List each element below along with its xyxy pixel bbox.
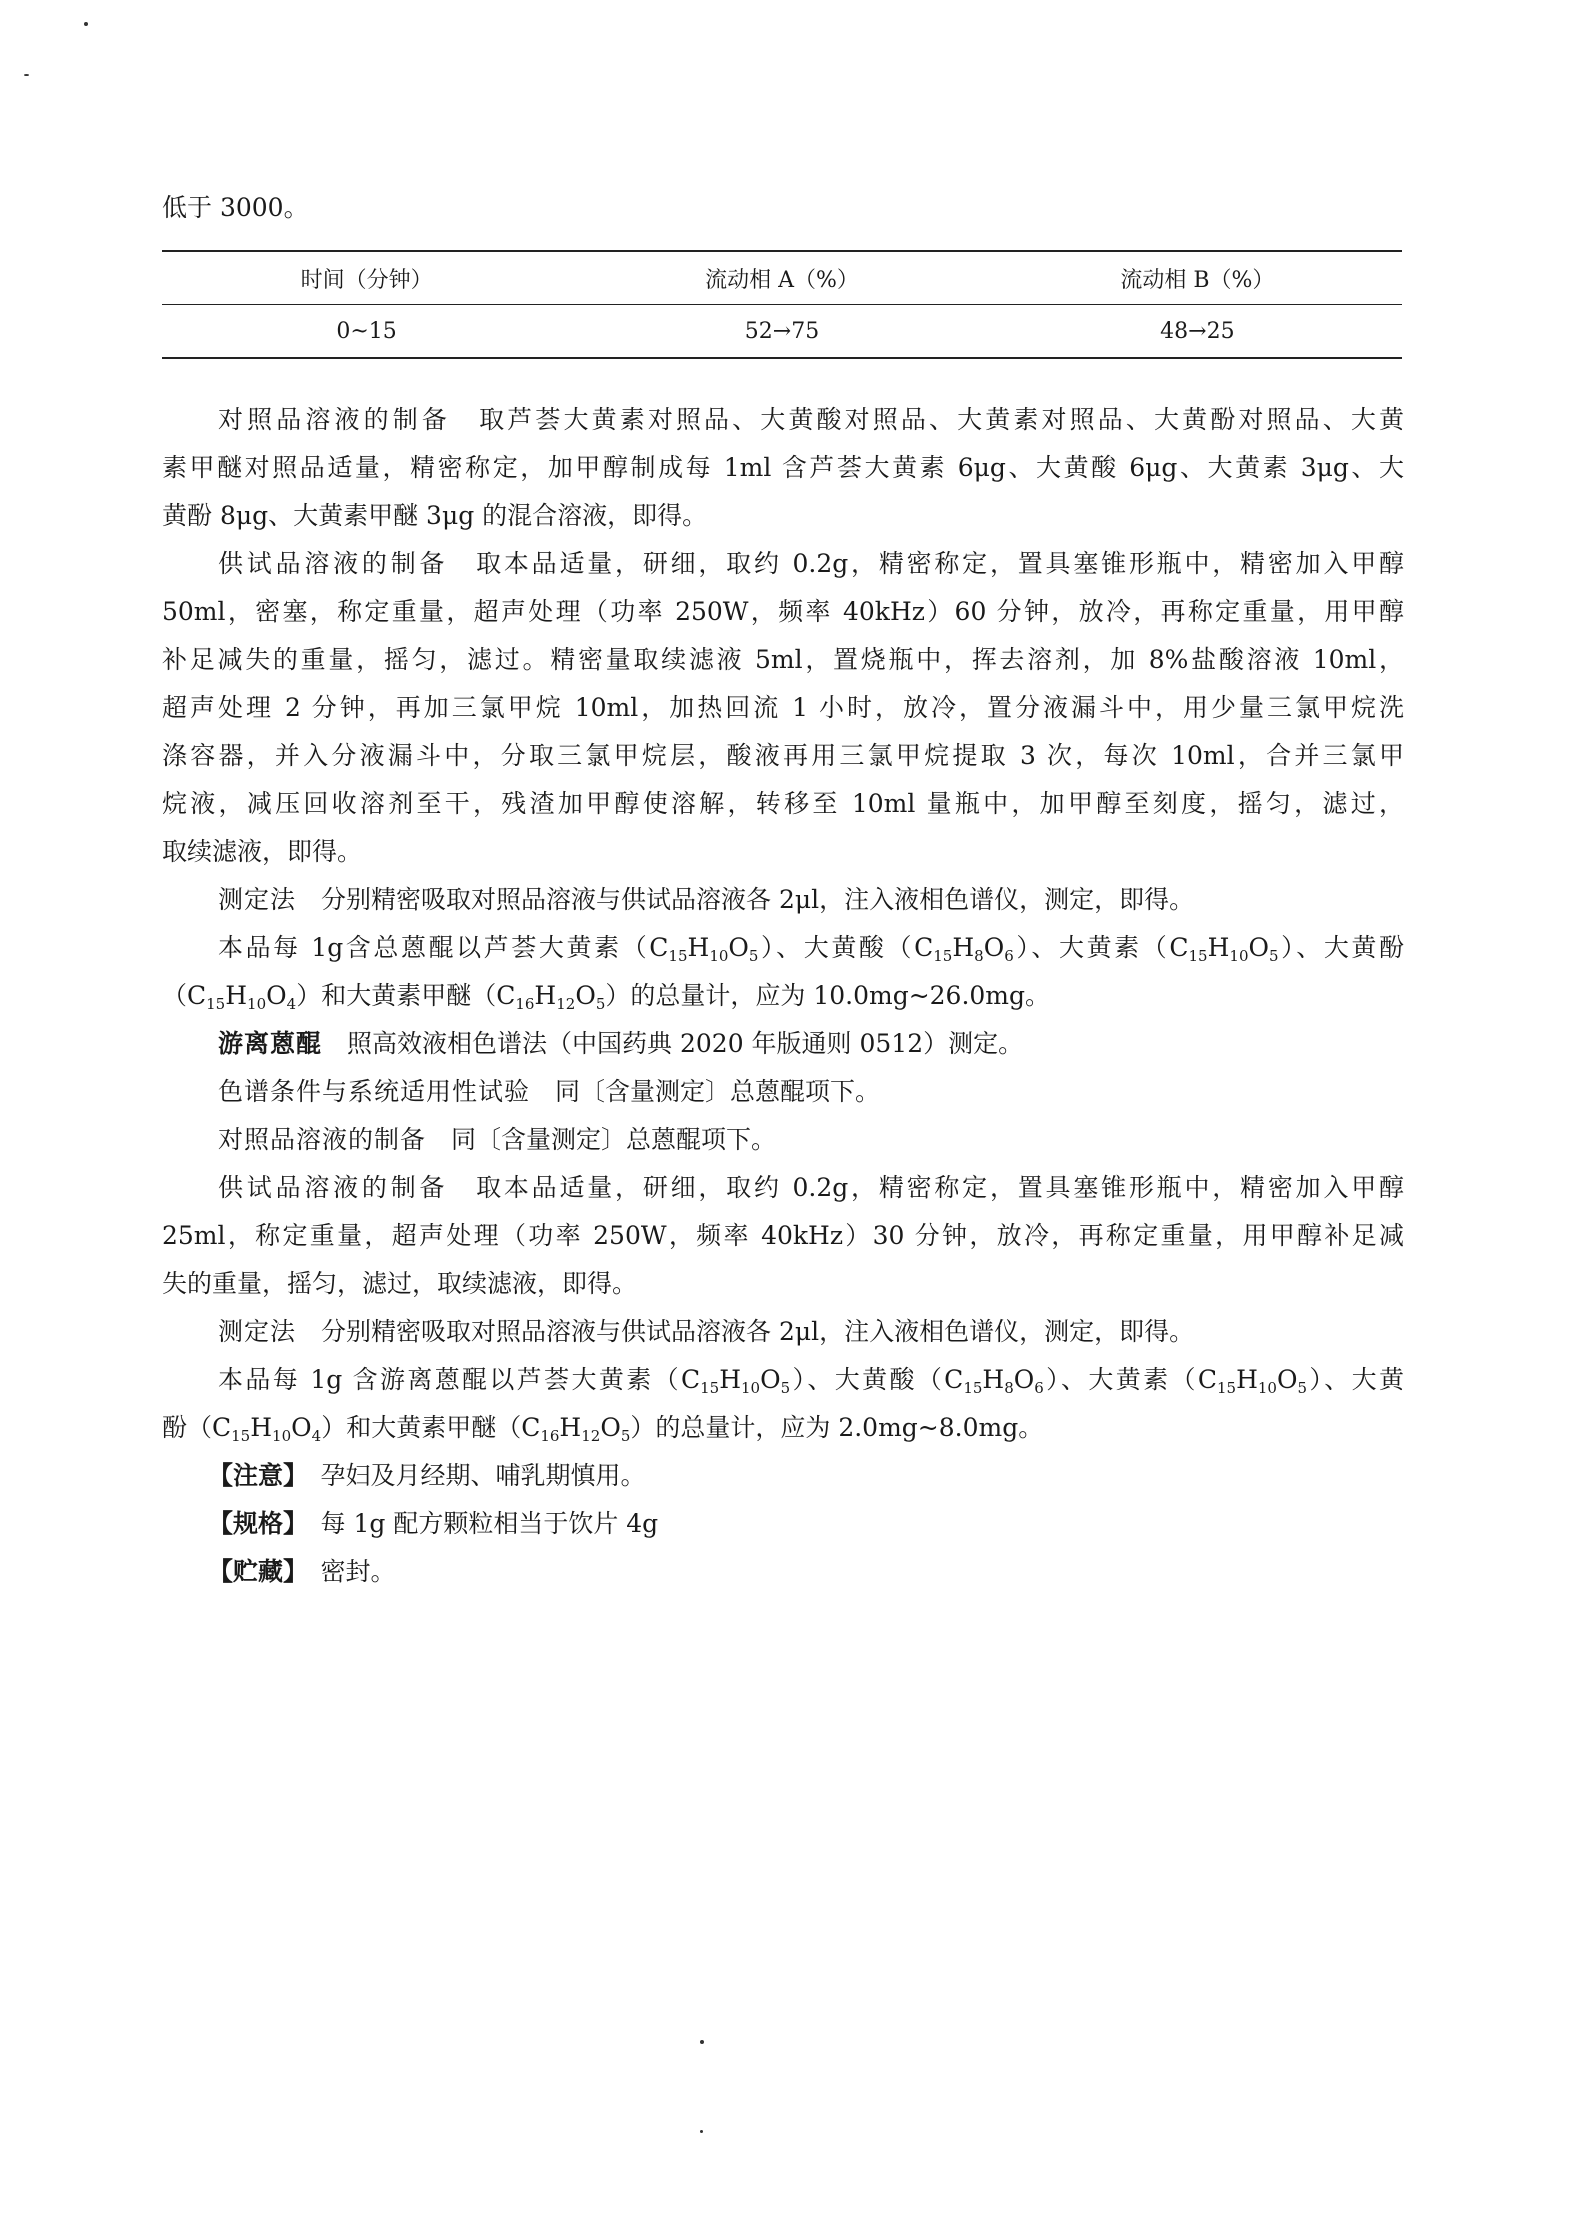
ta-ref-solution-heading: 对照品溶液的制备 xyxy=(218,405,451,434)
ta-test-solution-heading: 供试品溶液的制备 xyxy=(218,549,449,578)
fa-content-limit-line-2: 酚$(C_{15}H_{10}O_4)$和大黄素甲醚$(C_{16}H_{12}O_5)$的总量计，应为 2.0mg~8.0mg。 xyxy=(162,1413,1044,1445)
note-spec-line: 【规格】 每 1g 配方颗粒相当于饮片 4g xyxy=(208,1509,659,1538)
scan-speck-bottom xyxy=(700,2040,704,2044)
fa-test-solution-line-2: 25ml，称定重量，超声处理（功率 250W，频率 40kHz）30 分钟，放冷，再称定重量，用甲醇补足减 xyxy=(162,1221,1404,1250)
ta-test-solution-line-3: 补足减失的重量，摇匀，滤过。精密量取续滤液 5ml，置烧瓶中，挥去溶剂，加 8%盐酸溶液 10ml， xyxy=(162,645,1404,674)
table-cell-time: 0~15 xyxy=(162,305,571,359)
fa-chromatography-heading: 色谱条件与系统适用性试验 xyxy=(218,1077,531,1106)
fa-content-limit-line-1: 本品每 1g 含游离蒽醌以芦荟大黄素$(C_{15}H_{10}O_5)$、大黄酸$(C_{15}H_8O_6)$、大黄素$(C_{15}H_{10}O_5)$、大黄 xyxy=(218,1365,1404,1397)
table-row xyxy=(162,305,1402,359)
ta-content-limit-line-1: 本品每 1g含总蒽醌以芦荟大黄素$(C_{15}H_{10}O_5)$、大黄酸$(C_{15}H_8O_6)$、大黄素$(C_{15}H_{10}O_5)$、大黄酚 xyxy=(218,933,1404,965)
fa-test-solution-heading: 供试品溶液的制备 xyxy=(218,1173,449,1202)
fa-title-line: 游离蒽醌 照高效液相色谱法（中国药典 2020 年版通则 0512）测定。 xyxy=(218,1029,1024,1058)
scan-speck-bottom-2 xyxy=(700,2130,703,2133)
intro-line: 低于 3000。 xyxy=(162,193,309,222)
fa-chromatography-line: 色谱条件与系统适用性试验 同〔含量测定〕总蒽醌项下。 xyxy=(218,1077,881,1106)
table-header-row xyxy=(162,251,1402,305)
ta-content-limit-line-2: $(C_{15}H_{10}O_4)$和大黄素甲醚$(C_{16}H_{12}O_5)$的总量计，应为 10.0mg~26.0mg。 xyxy=(162,981,1051,1013)
fa-method-line: 测定法 分别精密吸取对照品溶液与供试品溶液各 2μl，注入液相色谱仪，测定，即得。 xyxy=(218,1317,1195,1346)
scan-speck-top-left xyxy=(84,22,88,26)
fa-ref-solution-heading: 对照品溶液的制备 xyxy=(218,1125,427,1154)
note-spec-label: 【规格】 xyxy=(208,1509,296,1538)
fa-test-solution-line-1: 供试品溶液的制备 取本品适量，研细，取约 0.2g，精密称定，置具塞锥形瓶中，精密加入甲醇 xyxy=(218,1173,1404,1202)
ta-test-solution-line-7: 取续滤液，即得。 xyxy=(162,837,363,866)
note-caution-label: 【注意】 xyxy=(208,1461,296,1490)
ta-test-solution-line-4: 超声处理 2 分钟，再加三氯甲烷 10ml，加热回流 1 小时，放冷，置分液漏斗中，用少量三氯甲烷洗 xyxy=(162,693,1404,722)
ta-test-solution-line-1: 供试品溶液的制备 取本品适量，研细，取约 0.2g，精密称定，置具塞锥形瓶中，精密加入甲醇 xyxy=(218,549,1404,578)
ta-method-line: 测定法 分别精密吸取对照品溶液与供试品溶液各 2μl，注入液相色谱仪，测定，即得。 xyxy=(218,885,1195,914)
fa-test-solution-line-3: 失的重量，摇匀，滤过，取续滤液，即得。 xyxy=(162,1269,638,1298)
gradient-table xyxy=(162,250,1402,359)
table-header-time: 时间（分钟） xyxy=(162,251,571,305)
note-storage-label: 【贮藏】 xyxy=(208,1557,296,1586)
table-cell-phase-b: 48→25 xyxy=(993,305,1402,359)
table-header-phase-b: 流动相 B（%） xyxy=(993,251,1402,305)
intro-text xyxy=(162,184,1404,232)
ta-test-solution-line-2: 50ml，密塞，称定重量，超声处理（功率 250W，频率 40kHz）60 分钟，放冷，再称定重量，用甲醇 xyxy=(162,597,1404,626)
ta-ref-solution-line-1: 对照品溶液的制备 取芦荟大黄素对照品、大黄酸对照品、大黄素对照品、大黄酚对照品、大黄 xyxy=(218,405,1404,434)
ta-test-solution-line-6: 烷液，减压回收溶剂至干，残渣加甲醇使溶解，转移至 10ml 量瓶中，加甲醇至刻度，摇匀，滤过， xyxy=(162,789,1404,818)
ta-ref-solution-line-2: 素甲醚对照品适量，精密称定，加甲醇制成每 1ml 含芦荟大黄素 6μg、大黄酸 6μg、大黄素 3μg、大 xyxy=(162,453,1404,482)
table-header-phase-a: 流动相 A（%） xyxy=(571,251,993,305)
fa-section-title: 游离蒽醌 xyxy=(218,1029,323,1058)
fa-ref-solution-line: 对照品溶液的制备 同〔含量测定〕总蒽醌项下。 xyxy=(218,1125,777,1154)
table-cell-phase-a: 52→75 xyxy=(571,305,993,359)
ta-ref-solution-line-3: 黄酚 8μg、大黄素甲醚 3μg 的混合溶液，即得。 xyxy=(162,501,708,530)
note-storage-line: 【贮藏】 密封。 xyxy=(208,1557,396,1586)
scan-speck-left xyxy=(24,74,29,76)
note-caution-line: 【注意】 孕妇及月经期、哺乳期慎用。 xyxy=(208,1461,646,1490)
fa-method-heading: 测定法 xyxy=(218,1317,297,1346)
ta-method-heading: 测定法 xyxy=(218,885,297,914)
document-body xyxy=(162,396,1404,1596)
ta-test-solution-line-5: 涤容器，并入分液漏斗中，分取三氯甲烷层，酸液再用三氯甲烷提取 3 次，每次 10ml，合并三氯甲 xyxy=(162,741,1404,770)
